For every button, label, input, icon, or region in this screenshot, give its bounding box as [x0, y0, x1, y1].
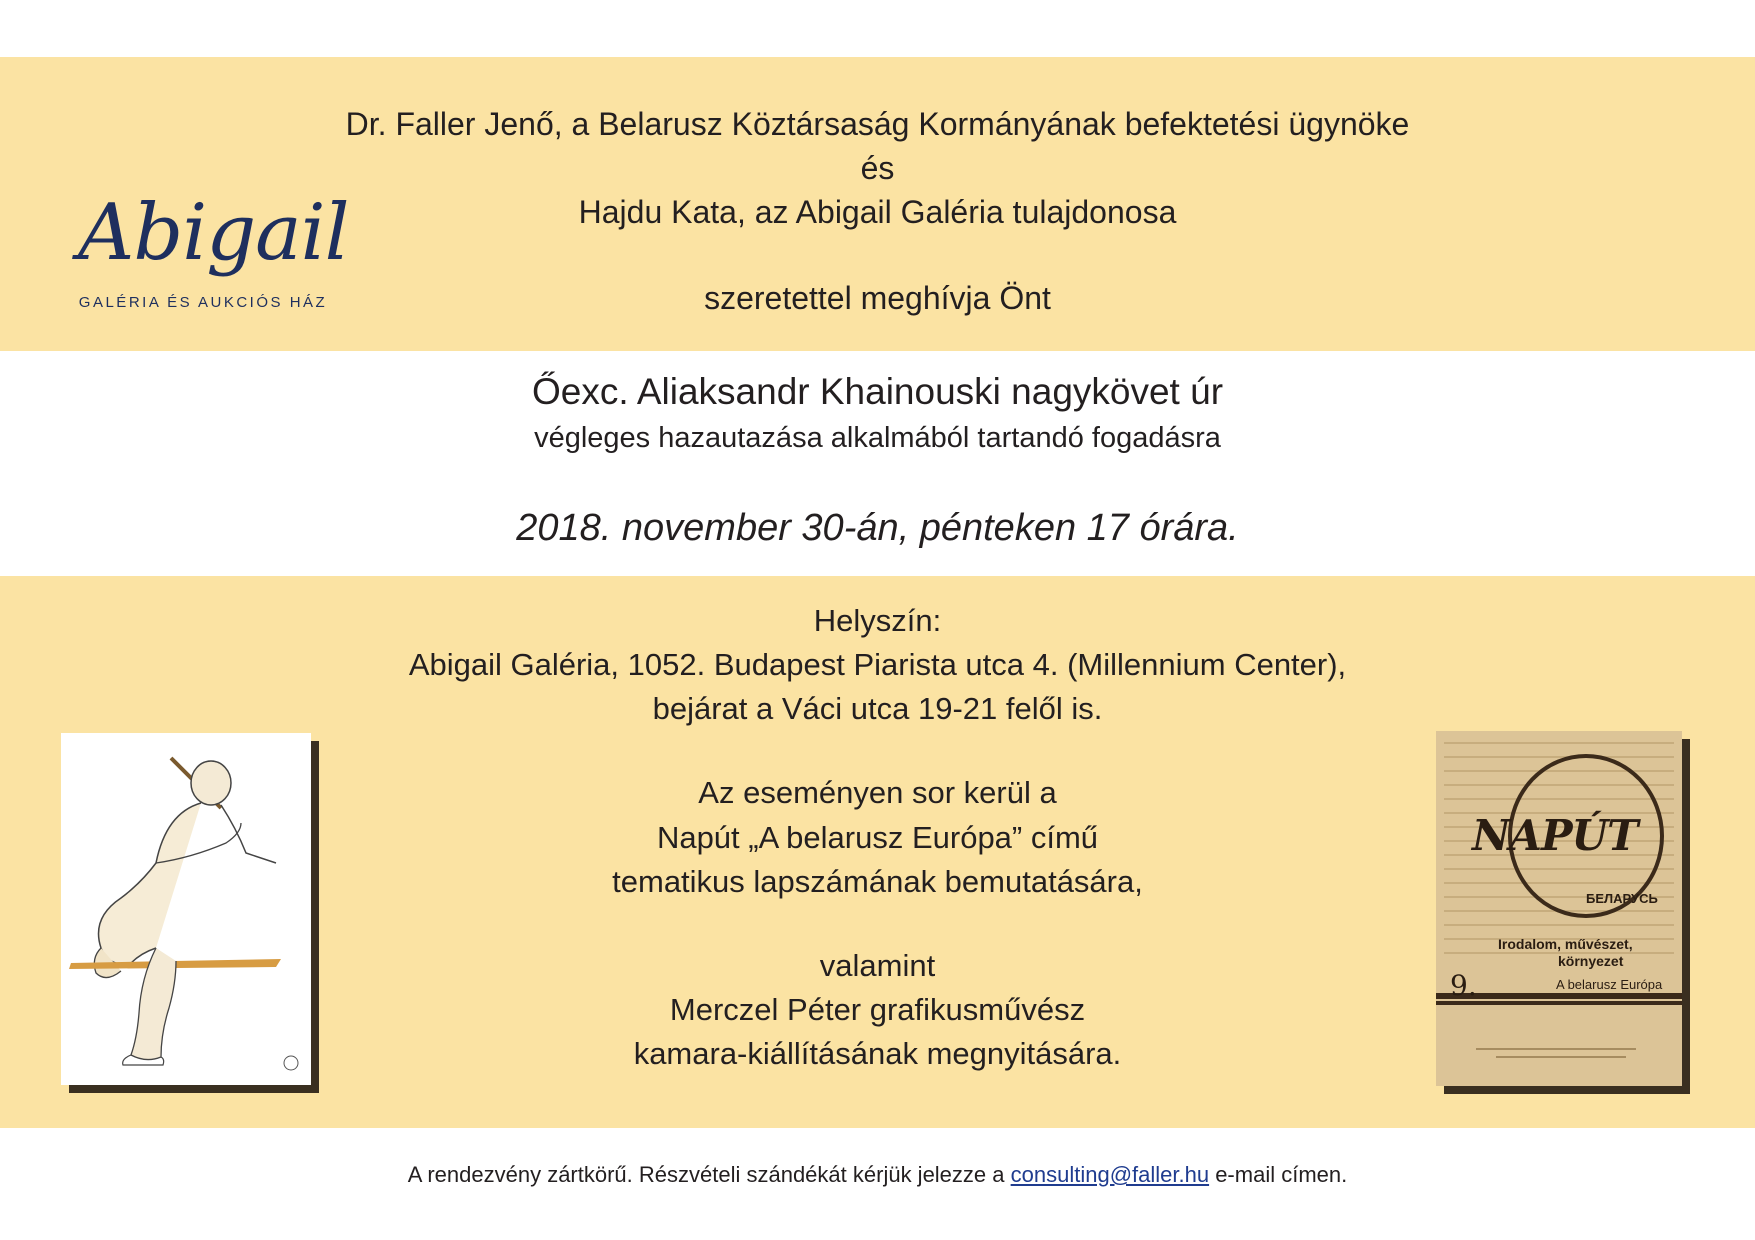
footer-note	[0, 1162, 1755, 1188]
invitation-line: szeretettel meghívja Önt	[704, 280, 1051, 316]
program-line-3: tematikus lapszámának bemutatására,	[612, 864, 1143, 899]
artwork-sketch	[61, 733, 311, 1085]
host-line-1: Dr. Faller Jenő, a Belarusz Köztársaság Kormányának befektetési ügynöke	[345, 106, 1410, 142]
cover-cyrillic: БЕЛАРУСЬ	[1586, 891, 1658, 906]
magazine-cover	[1436, 731, 1690, 1089]
host-line-and: és	[860, 150, 895, 186]
footer-text-after: e-mail címen.	[1209, 1162, 1348, 1187]
program-line-1: Az eseményen sor kerül a	[698, 775, 1057, 810]
cover-title: NAPÚT	[1472, 811, 1638, 860]
crouching-figure-drawing	[61, 733, 311, 1085]
program-line-6: kamara-kiállításának megnyitására.	[633, 1036, 1122, 1071]
event-date: 2018. november 30-án, pénteken 17 órára.	[516, 507, 1239, 549]
cover-issue-title: A belarusz Európa	[1556, 977, 1663, 992]
logo-wordmark: Abigail	[78, 188, 349, 278]
cover-face	[1436, 731, 1682, 1086]
logo-subtitle: GALÉRIA ÉS AUKCIÓS HÁZ	[78, 294, 328, 311]
footer-text-before: A rendezvény zártkörű. Részvételi szándékát kérjük jelezze a	[407, 1162, 1011, 1187]
ambassador-title: Őexc. Aliaksandr Khainouski nagykövet úr	[531, 371, 1224, 412]
artwork-frame	[61, 733, 311, 1085]
venue-address: Abigail Galéria, 1052. Budapest Piarista utca 4. (Millennium Center),	[408, 647, 1347, 682]
venue-entrance: bejárat a Váci utca 19-21 felől is.	[652, 691, 1103, 726]
host-line-2: Hajdu Kata, az Abigail Galéria tulajdonosa	[578, 194, 1177, 230]
program-line-2: Napút „A belarusz Európa” című	[656, 820, 1099, 855]
occasion-subtitle: végleges hazautazása alkalmából tartandó fogadásra	[534, 422, 1221, 454]
program-line-5: Merczel Péter grafikusművész	[669, 992, 1086, 1027]
cover-issue-number: 9.	[1450, 969, 1477, 1002]
cover-tagline-1: Irodalom, művészet,	[1498, 936, 1633, 952]
program-line-4: valamint	[819, 948, 936, 983]
cover-tagline-2: környezet	[1558, 953, 1624, 969]
contact-email-link[interactable]: consulting@faller.hu	[1010, 1162, 1210, 1187]
venue-label: Helyszín:	[813, 603, 942, 638]
cover-artwork	[1436, 731, 1682, 1086]
